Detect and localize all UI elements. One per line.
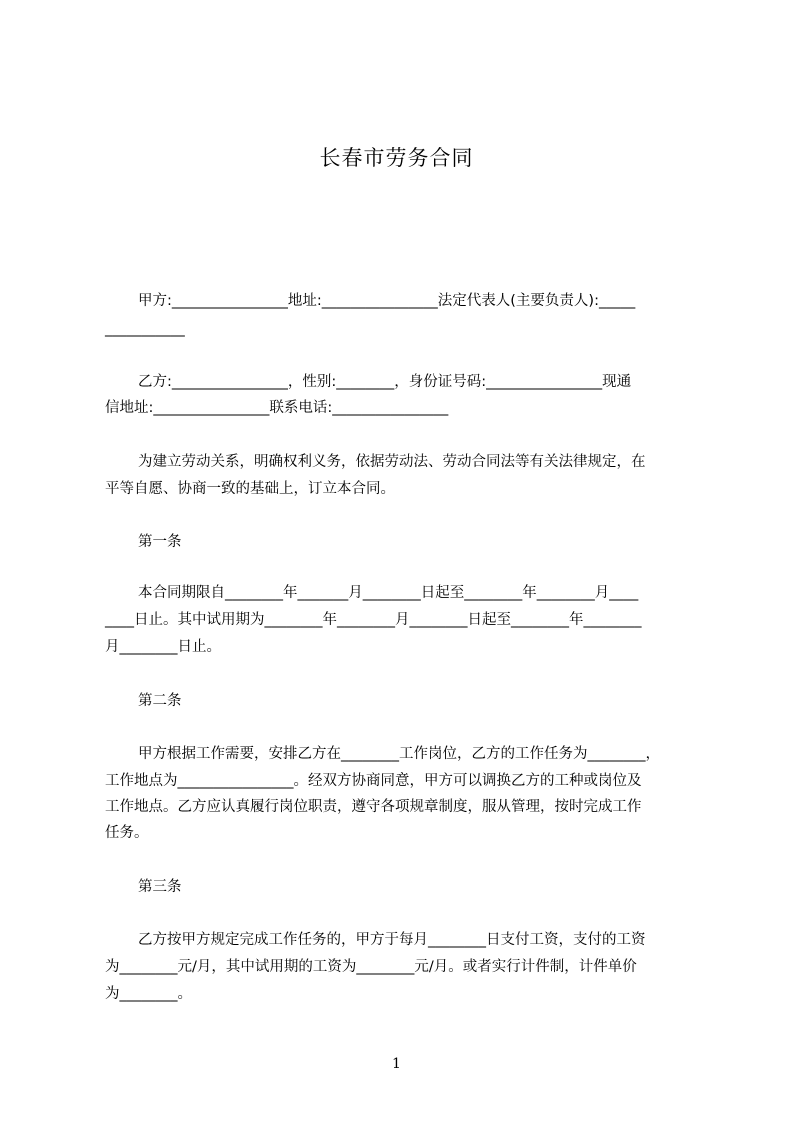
article-2-line-2: 工作地点为________________。经双方协商同意，甲方可以调换乙方的工种或岗位及: [105, 773, 642, 789]
article-3-line-3: 为________。: [105, 986, 192, 1002]
article-2-line-4: 任务。: [105, 825, 149, 841]
preamble-line-2: 平等自愿、协商一致的基础上，订立本合同。: [105, 481, 395, 497]
article-1-line-1: 本合同期限自________年_______月________日起至________年________月____: [138, 585, 639, 601]
article-3-line-2: 为________元/月，其中试用期的工资为________元/月。或者实行计件制，计件单价: [105, 959, 637, 975]
article-2-line-3: 工作地点。乙方应认真履行岗位职责，遵守各项规章制度，服从管理，按时完成工作: [105, 799, 642, 815]
article-1-line-3: 月________日止。: [105, 639, 221, 655]
party-a-line-2: ___________: [105, 321, 185, 337]
article-1-line-2: ____日止。其中试用期为________年________月________日起至________年________: [105, 612, 642, 628]
document-title: 长春市劳务合同: [319, 146, 474, 170]
party-b-line-1: 乙方:________________，性别:________，身份证号码:________________现通: [138, 374, 632, 390]
page-number: 1: [392, 1056, 401, 1072]
party-b-line-2: 信地址:________________联系电话:________________: [105, 400, 449, 416]
article-2-heading: 第二条: [138, 693, 182, 709]
article-1-heading: 第一条: [138, 534, 182, 550]
party-a-line-1: 甲方:________________地址:________________法定代表人(主要负责人):_____: [138, 293, 636, 309]
preamble-line-1: 为建立劳动关系，明确权利义务，依据劳动法、劳动合同法等有关法律规定，在: [138, 454, 646, 470]
article-3-line-1: 乙方按甲方规定完成工作任务的，甲方于每月________日支付工资，支付的工资: [138, 932, 646, 948]
article-3-heading: 第三条: [138, 879, 182, 895]
article-2-line-1: 甲方根据工作需要，安排乙方在________工作岗位，乙方的工作任务为________，: [138, 746, 660, 762]
